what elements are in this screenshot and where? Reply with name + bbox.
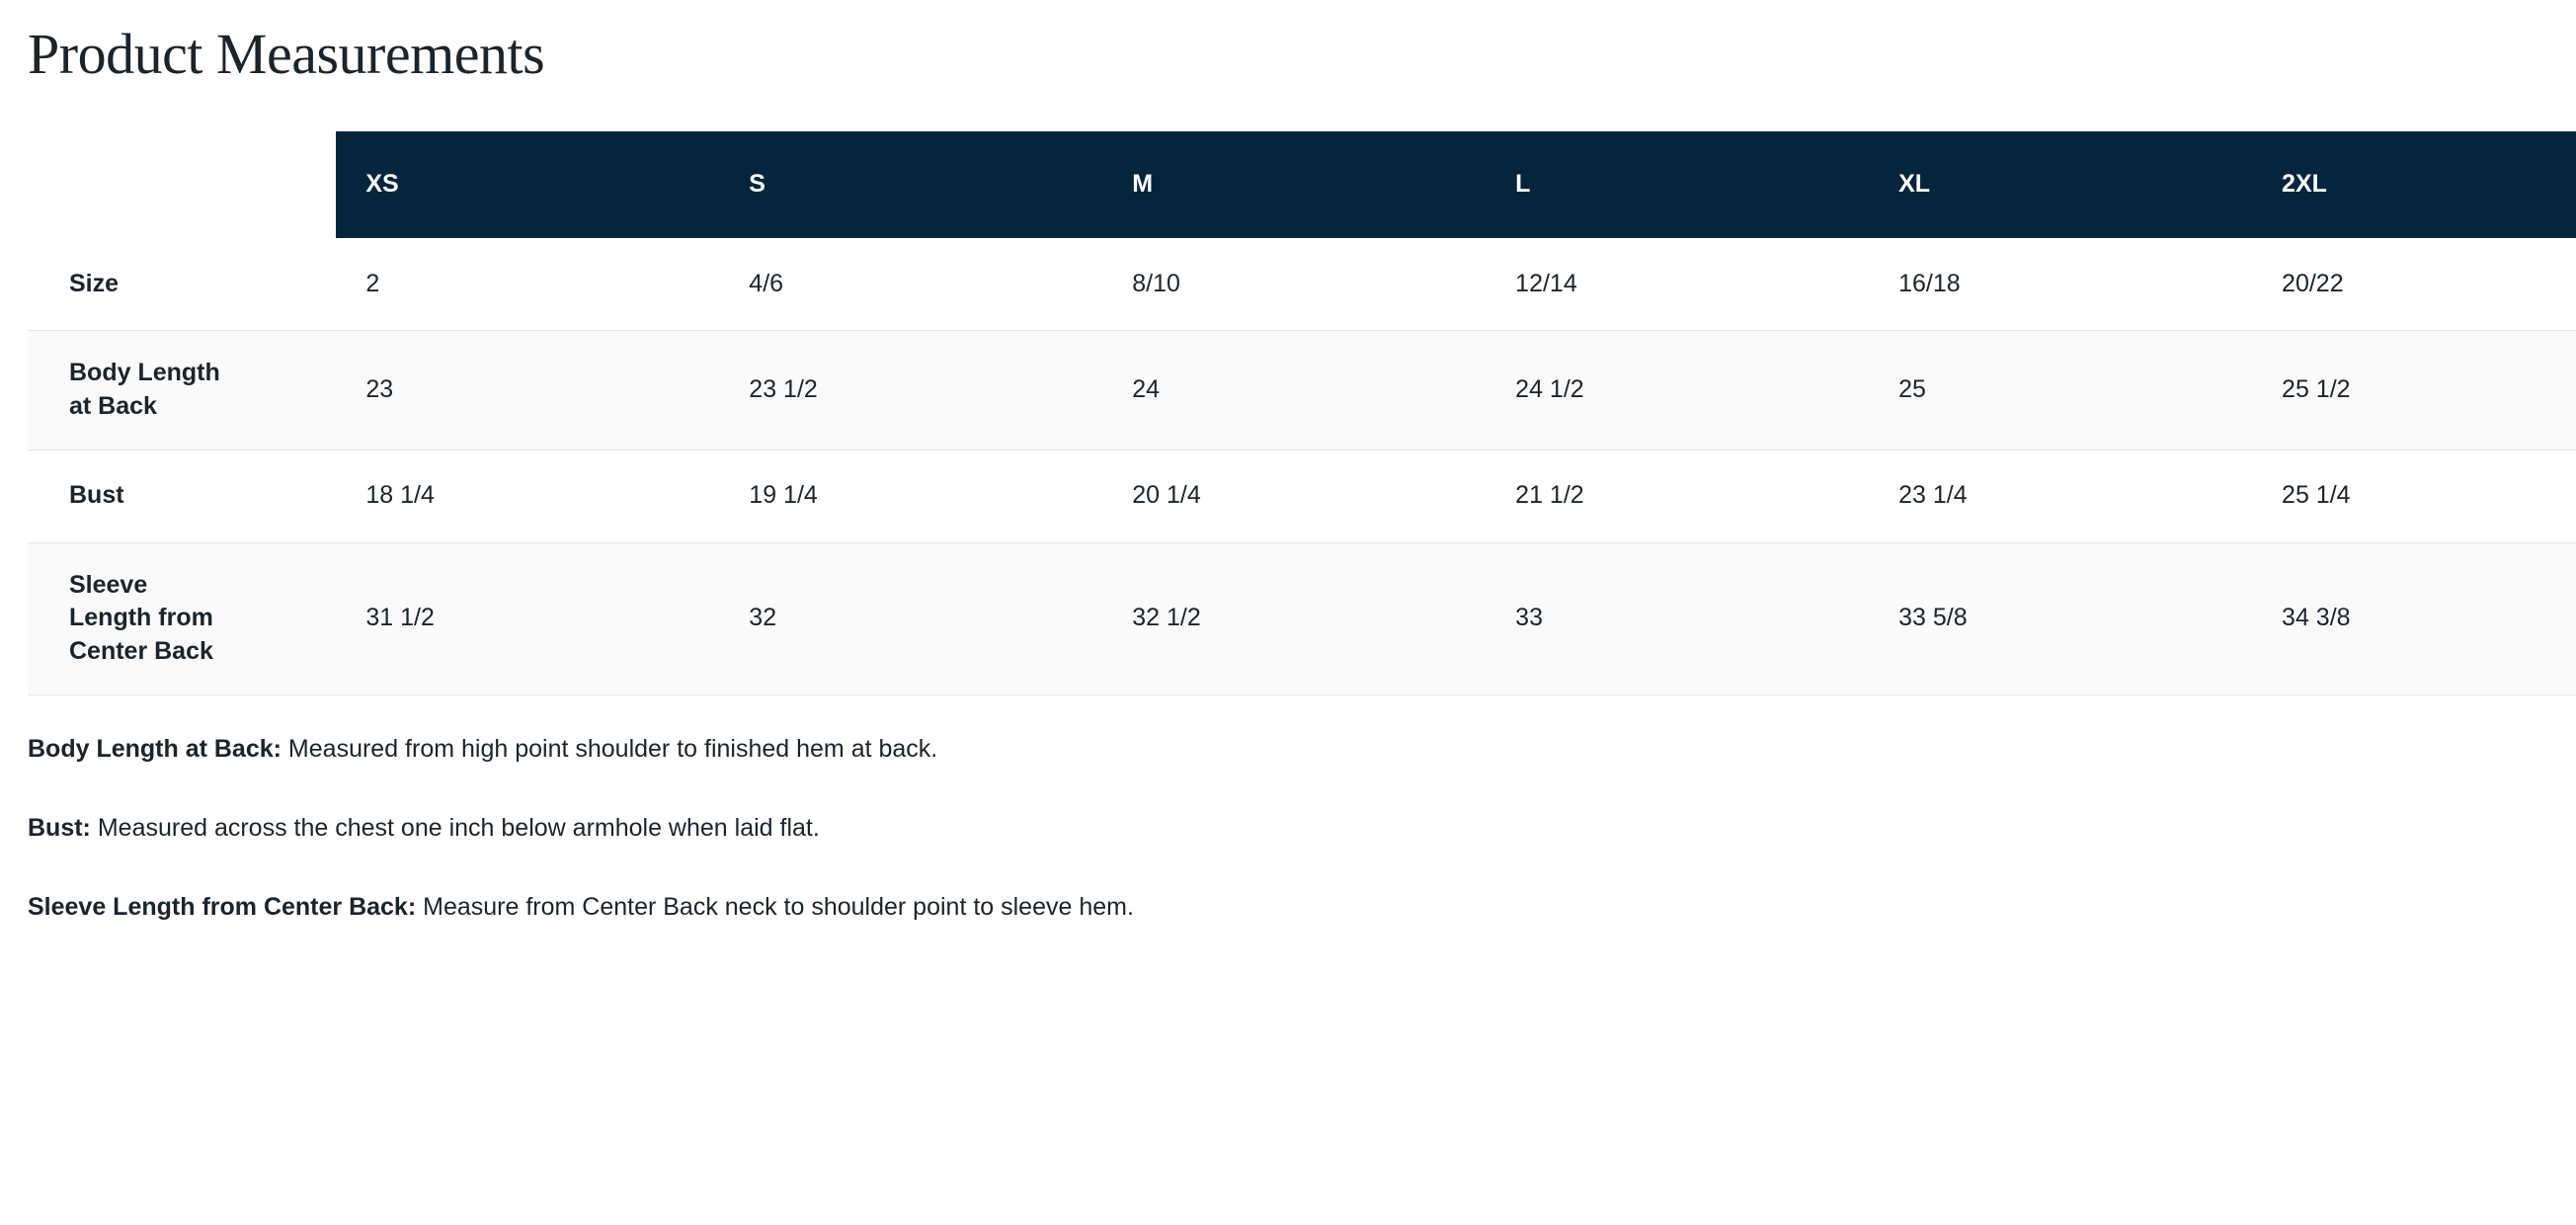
row-label-body-length-at-back: Body Length at Back [28,331,336,450]
cell-sleeve-xl: 33 5/8 [1869,542,2252,694]
table-row [28,449,2576,542]
note-text: Measured across the chest one inch below armhole when laid flat. [90,814,820,843]
note-term: Sleeve Length from Center Back: [28,893,417,922]
cell-body-length-xs: 23 [336,331,719,450]
table-row [28,331,2576,450]
cell-body-length-s: 23 1/2 [719,331,1102,450]
cell-size-m: 8/10 [1102,238,1486,331]
size-chart-table [28,131,2576,695]
size-chart-head [28,131,2576,238]
note-term: Bust: [28,814,91,843]
note-text: Measure from Center Back neck to shoulder point to sleeve hem. [416,893,1134,922]
cell-body-length-m: 24 [1102,331,1486,450]
size-chart-container [0,131,2576,695]
column-header-xs: XS [336,131,719,238]
note-sleeve-length-from-center-back [28,889,2548,925]
cell-sleeve-s: 32 [719,542,1102,694]
cell-size-xl: 16/18 [1869,238,2252,331]
cell-sleeve-m: 32 1/2 [1102,542,1486,694]
cell-body-length-2xl: 25 1/2 [2252,331,2576,450]
cell-sleeve-l: 33 [1486,542,1869,694]
header-corner [28,131,336,238]
cell-bust-m: 20 1/4 [1102,449,1486,542]
cell-size-s: 4/6 [719,238,1102,331]
cell-size-xs: 2 [336,238,719,331]
note-text: Measured from high point shoulder to finished hem at back. [281,734,938,763]
table-row [28,238,2576,331]
cell-bust-xl: 23 1/4 [1869,449,2252,542]
note-term: Body Length at Back: [28,734,282,763]
cell-bust-l: 21 1/2 [1486,449,1869,542]
row-label-bust: Bust [28,449,336,542]
table-row [28,542,2576,694]
cell-body-length-l: 24 1/2 [1486,331,1869,450]
column-header-xl: XL [1869,131,2252,238]
cell-bust-s: 19 1/4 [719,449,1102,542]
note-body-length-at-back [28,731,2548,767]
page-title: Product Measurements [28,22,545,86]
row-label-sleeve-length-from-center-back: Sleeve Length from Center Back [28,542,336,694]
cell-size-2xl: 20/22 [2252,238,2576,331]
cell-body-length-xl: 25 [1869,331,2252,450]
measurement-notes [0,695,2576,965]
size-chart-body [28,238,2576,695]
column-header-l: L [1486,131,1869,238]
cell-sleeve-xs: 31 1/2 [336,542,719,694]
column-header-s: S [719,131,1102,238]
note-bust [28,810,2548,846]
cell-bust-2xl: 25 1/4 [2252,449,2576,542]
header-row [28,131,2576,238]
cell-sleeve-2xl: 34 3/8 [2252,542,2576,694]
column-header-m: M [1102,131,1486,238]
column-header-2xl: 2XL [2252,131,2576,238]
row-label-size: Size [28,238,336,331]
cell-size-l: 12/14 [1486,238,1869,331]
cell-bust-xs: 18 1/4 [336,449,719,542]
